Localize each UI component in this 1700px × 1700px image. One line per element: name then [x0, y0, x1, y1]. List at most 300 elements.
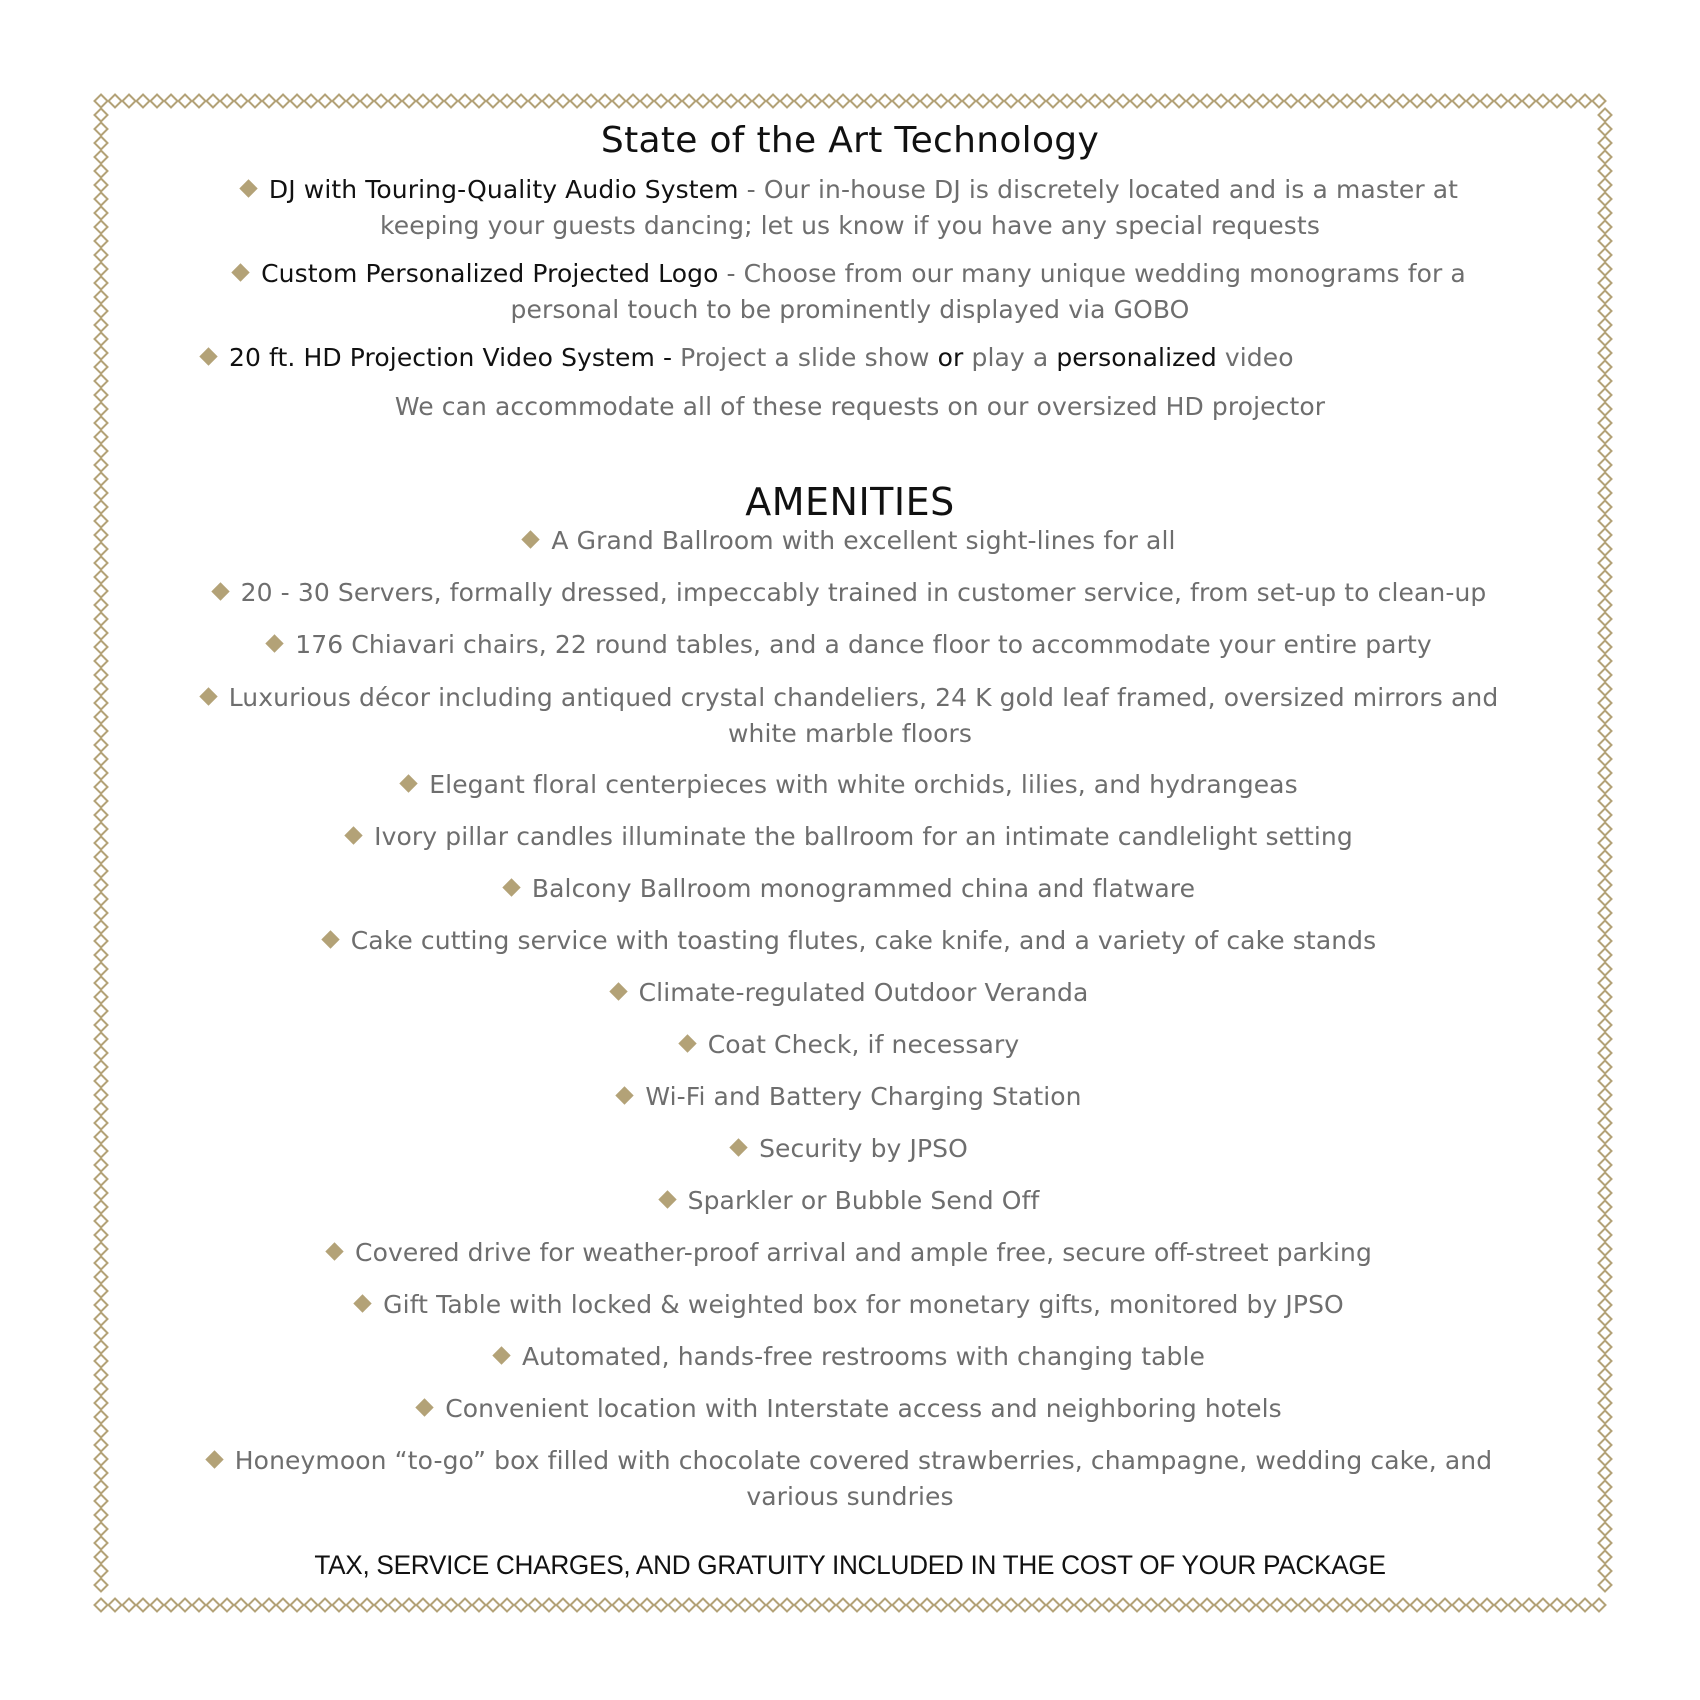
border-diamond — [417, 95, 430, 108]
border-diamond — [249, 95, 262, 108]
border-diamond — [1599, 375, 1612, 388]
amenity-text: Security by JPSO — [759, 1134, 968, 1163]
border-diamond — [95, 95, 108, 108]
border-diamond — [95, 669, 108, 682]
border-diamond — [1481, 1599, 1494, 1612]
border-diamond — [1453, 95, 1466, 108]
border-diamond — [95, 655, 108, 668]
border-diamond — [1599, 109, 1612, 122]
border-diamond — [95, 1271, 108, 1284]
amenity-text: Coat Check, if necessary — [707, 1030, 1020, 1059]
border-diamond — [921, 1599, 934, 1612]
border-diamond — [95, 1355, 108, 1368]
border-diamond — [1173, 1599, 1186, 1612]
border-diamond — [1215, 95, 1228, 108]
border-diamond — [1599, 809, 1612, 822]
border-diamond — [767, 95, 780, 108]
border-diamond — [1599, 473, 1612, 486]
border-diamond — [1599, 669, 1612, 682]
tech-item-dj-lead: DJ with Touring-Quality Audio System — [268, 175, 739, 204]
border-diamond — [1599, 515, 1612, 528]
border-diamond — [95, 949, 108, 962]
border-diamond — [641, 1599, 654, 1612]
border-diamond — [95, 109, 108, 122]
border-diamond — [95, 683, 108, 696]
border-diamond — [1599, 1131, 1612, 1144]
border-diamond — [1523, 1599, 1536, 1612]
border-diamond — [95, 235, 108, 248]
border-diamond — [1599, 1187, 1612, 1200]
border-diamond — [1117, 1599, 1130, 1612]
border-diamond — [389, 95, 402, 108]
border-diamond — [1599, 739, 1612, 752]
border-diamond — [1131, 1599, 1144, 1612]
border-diamond — [459, 95, 472, 108]
border-diamond — [403, 1599, 416, 1612]
border-diamond — [1599, 655, 1612, 668]
border-diamond — [95, 515, 108, 528]
amenity-item — [170, 680, 1530, 752]
border-diamond — [179, 1599, 192, 1612]
border-diamond — [95, 865, 108, 878]
border-diamond — [893, 1599, 906, 1612]
border-diamond — [725, 1599, 738, 1612]
border-diamond — [1599, 347, 1612, 360]
border-diamond — [515, 95, 528, 108]
diamond-icon — [321, 930, 339, 948]
border-diamond — [1453, 1599, 1466, 1612]
diamond-icon — [205, 1450, 223, 1468]
border-diamond — [95, 1047, 108, 1060]
border-diamond — [1599, 1299, 1612, 1312]
border-diamond — [1565, 1599, 1578, 1612]
border-diamond — [1299, 95, 1312, 108]
amenity-item — [170, 1131, 1530, 1167]
amenity-item — [170, 1079, 1530, 1115]
border-diamond — [921, 95, 934, 108]
border-diamond — [1509, 1599, 1522, 1612]
border-diamond — [95, 1537, 108, 1550]
border-diamond — [95, 893, 108, 906]
tech-item-logo-lead: Custom Personalized Projected Logo — [261, 259, 719, 288]
border-diamond — [1285, 95, 1298, 108]
border-diamond — [837, 95, 850, 108]
border-diamond — [879, 95, 892, 108]
border-diamond — [669, 95, 682, 108]
border-diamond — [1411, 95, 1424, 108]
border-diamond — [1599, 263, 1612, 276]
border-diamond — [95, 627, 108, 640]
border-diamond — [347, 1599, 360, 1612]
border-diamond — [1159, 95, 1172, 108]
border-diamond — [207, 95, 220, 108]
border-diamond — [1033, 1599, 1046, 1612]
border-diamond — [95, 1411, 108, 1424]
border-diamond — [613, 1599, 626, 1612]
border-diamond — [1599, 123, 1612, 136]
border-diamond — [1159, 1599, 1172, 1612]
border-diamond — [1019, 95, 1032, 108]
border-diamond — [1383, 95, 1396, 108]
border-diamond — [1355, 1599, 1368, 1612]
border-diamond — [95, 179, 108, 192]
border-diamond — [1599, 1215, 1612, 1228]
border-diamond — [1033, 95, 1046, 108]
border-diamond — [977, 95, 990, 108]
border-diamond — [95, 487, 108, 500]
border-diamond — [95, 1565, 108, 1578]
border-diamond — [1599, 1313, 1612, 1326]
border-diamond — [1599, 585, 1612, 598]
border-diamond — [823, 95, 836, 108]
border-diamond — [1599, 389, 1612, 402]
border-diamond — [1599, 1523, 1612, 1536]
border-diamond — [95, 725, 108, 738]
border-diamond — [95, 1495, 108, 1508]
border-diamond — [1599, 823, 1612, 836]
border-diamond — [95, 641, 108, 654]
border-diamond — [1229, 95, 1242, 108]
border-diamond — [1599, 543, 1612, 556]
amenity-item — [170, 1339, 1530, 1375]
border-diamond — [1599, 1579, 1612, 1592]
border-diamond — [1005, 1599, 1018, 1612]
border-diamond — [1599, 613, 1612, 626]
tech-item-dj-text: - Our in-house DJ is discretely located and is a master at — [738, 175, 1459, 204]
border-diamond — [1599, 1173, 1612, 1186]
border-diamond — [963, 1599, 976, 1612]
border-diamond — [487, 95, 500, 108]
border-diamond — [1103, 1599, 1116, 1612]
border-diamond — [1599, 529, 1612, 542]
amenity-item — [170, 1443, 1530, 1515]
border-diamond — [669, 1599, 682, 1612]
border-diamond — [1599, 963, 1612, 976]
border-diamond — [375, 1599, 388, 1612]
amenity-item — [170, 767, 1530, 803]
border-diamond — [95, 1103, 108, 1116]
border-diamond — [95, 207, 108, 220]
border-diamond — [95, 753, 108, 766]
border-diamond — [109, 1599, 122, 1612]
border-diamond — [515, 1599, 528, 1612]
border-diamond — [1599, 725, 1612, 738]
border-diamond — [1599, 1565, 1612, 1578]
tech-item-video-text-a: Project a slide show — [680, 343, 938, 372]
border-diamond — [1599, 1117, 1612, 1130]
border-diamond — [907, 1599, 920, 1612]
border-diamond — [767, 1599, 780, 1612]
border-diamond — [1467, 1599, 1480, 1612]
border-diamond — [319, 1599, 332, 1612]
amenity-text: Cake cutting service with toasting flutes, cake knife, and a variety of cake stands — [350, 926, 1377, 955]
border-diamond — [95, 1215, 108, 1228]
border-diamond — [95, 1599, 108, 1612]
border-diamond — [935, 1599, 948, 1612]
border-diamond — [1061, 1599, 1074, 1612]
border-diamond — [1599, 1509, 1612, 1522]
border-diamond — [95, 137, 108, 150]
border-diamond — [305, 95, 318, 108]
border-diamond — [1599, 627, 1612, 640]
border-diamond — [655, 95, 668, 108]
border-diamond — [95, 529, 108, 542]
border-diamond — [1599, 1159, 1612, 1172]
border-diamond — [1599, 459, 1612, 472]
border-diamond — [599, 95, 612, 108]
border-diamond — [1061, 95, 1074, 108]
border-diamond — [473, 1599, 486, 1612]
border-diamond — [1599, 753, 1612, 766]
border-diamond — [1599, 1145, 1612, 1158]
border-diamond — [1599, 319, 1612, 332]
border-diamond — [193, 95, 206, 108]
border-diamond — [95, 1425, 108, 1438]
border-diamond — [1599, 1089, 1612, 1102]
border-diamond — [1599, 977, 1612, 990]
border-diamond — [949, 1599, 962, 1612]
border-diamond — [375, 95, 388, 108]
border-diamond — [725, 95, 738, 108]
amenity-item — [170, 523, 1530, 559]
border-diamond — [95, 571, 108, 584]
border-diamond — [1327, 1599, 1340, 1612]
border-diamond — [95, 613, 108, 626]
border-diamond — [599, 1599, 612, 1612]
border-diamond — [95, 879, 108, 892]
amenity-item — [170, 819, 1530, 855]
diamond-icon — [353, 1294, 371, 1312]
amenity-text: Sparkler or Bubble Send Off — [687, 1186, 1040, 1215]
border-diamond — [95, 557, 108, 570]
border-diamond — [1201, 1599, 1214, 1612]
border-diamond — [1599, 795, 1612, 808]
border-diamond — [1599, 403, 1612, 416]
border-diamond — [585, 95, 598, 108]
border-diamond — [739, 95, 752, 108]
border-diamond — [1599, 991, 1612, 1004]
border-diamond — [1145, 95, 1158, 108]
border-diamond — [1075, 95, 1088, 108]
border-diamond — [837, 1599, 850, 1612]
border-diamond — [1599, 179, 1612, 192]
diamond-icon — [400, 774, 418, 792]
amenity-text: Automated, hands-free restrooms with changing table — [521, 1342, 1206, 1371]
border-diamond — [95, 403, 108, 416]
amenity-text: Climate-regulated Outdoor Veranda — [638, 978, 1089, 1007]
border-diamond — [1599, 781, 1612, 794]
border-diamond — [1599, 1271, 1612, 1284]
tech-item-logo — [170, 256, 1530, 328]
amenity-text: Ivory pillar candles illuminate the ballroom for an intimate candlelight setting — [374, 822, 1353, 851]
border-diamond — [1599, 683, 1612, 696]
tech-item-video-text-c: video — [1216, 343, 1294, 372]
border-diamond — [95, 1089, 108, 1102]
border-diamond — [557, 95, 570, 108]
border-diamond — [1187, 1599, 1200, 1612]
border-diamond — [571, 95, 584, 108]
border-diamond — [1599, 851, 1612, 864]
border-diamond — [95, 389, 108, 402]
border-diamond — [95, 417, 108, 430]
border-diamond — [473, 95, 486, 108]
border-diamond — [1599, 767, 1612, 780]
border-diamond — [95, 543, 108, 556]
border-diamond — [1593, 95, 1606, 108]
border-diamond — [949, 95, 962, 108]
border-diamond — [1599, 837, 1612, 850]
border-diamond — [991, 1599, 1004, 1612]
border-diamond — [487, 1599, 500, 1612]
border-diamond — [95, 1201, 108, 1214]
border-diamond — [1425, 95, 1438, 108]
border-diamond — [1243, 1599, 1256, 1612]
border-diamond — [221, 95, 234, 108]
border-diamond — [1089, 95, 1102, 108]
border-diamond — [95, 795, 108, 808]
diamond-icon — [211, 582, 229, 600]
border-diamond — [459, 1599, 472, 1612]
border-diamond — [1599, 879, 1612, 892]
border-diamond — [1599, 1285, 1612, 1298]
border-diamond — [361, 95, 374, 108]
border-diamond — [95, 837, 108, 850]
border-diamond — [1599, 1397, 1612, 1410]
amenity-text: 176 Chiavari chairs, 22 round tables, and a dance floor to accommodate your entire party — [295, 630, 1432, 659]
border-diamond — [1075, 1599, 1088, 1612]
border-diamond — [501, 95, 514, 108]
diamond-icon — [492, 1346, 510, 1364]
border-diamond — [963, 95, 976, 108]
tech-item-video-lead: 20 ft. HD Projection Video System — [229, 343, 655, 372]
border-diamond — [795, 95, 808, 108]
border-diamond — [95, 249, 108, 262]
border-diamond — [1599, 1495, 1612, 1508]
border-diamond — [95, 599, 108, 612]
border-diamond — [1537, 1599, 1550, 1612]
border-diamond — [1599, 1453, 1612, 1466]
border-diamond — [95, 1327, 108, 1340]
border-diamond — [1599, 697, 1612, 710]
border-diamond — [95, 1481, 108, 1494]
border-diamond — [123, 1599, 136, 1612]
tech-item-video-or: or — [937, 343, 964, 372]
border-diamond — [95, 711, 108, 724]
border-diamond — [95, 291, 108, 304]
border-diamond — [235, 95, 248, 108]
border-diamond — [1495, 1599, 1508, 1612]
border-diamond — [95, 935, 108, 948]
border-diamond — [809, 95, 822, 108]
border-diamond — [1495, 95, 1508, 108]
amenity-text: Gift Table with locked & weighted box for monetary gifts, monitored by JPSO — [383, 1290, 1344, 1319]
border-diamond — [1599, 361, 1612, 374]
border-diamond — [95, 1579, 108, 1592]
border-diamond — [1599, 1355, 1612, 1368]
amenity-text-cont: various sundries — [746, 1482, 954, 1511]
amenities-title: AMENITIES — [745, 480, 955, 524]
pricing-footer-note: TAX, SERVICE CHARGES, AND GRATUITY INCLUDED IN THE COST OF YOUR PACKAGE — [314, 1550, 1386, 1580]
border-diamond — [1313, 95, 1326, 108]
diamond-icon — [416, 1398, 434, 1416]
border-diamond — [557, 1599, 570, 1612]
border-diamond — [1599, 151, 1612, 164]
border-diamond — [431, 95, 444, 108]
border-diamond — [865, 95, 878, 108]
amenity-item — [170, 1235, 1530, 1271]
border-diamond — [1599, 1201, 1612, 1214]
border-diamond — [95, 1285, 108, 1298]
border-diamond — [1173, 95, 1186, 108]
border-diamond — [1005, 95, 1018, 108]
border-diamond — [1593, 1599, 1606, 1612]
border-diamond — [95, 1397, 108, 1410]
border-diamond — [277, 1599, 290, 1612]
amenity-item — [170, 1287, 1530, 1323]
border-diamond — [739, 1599, 752, 1612]
amenity-text: Covered drive for weather-proof arrival and ample free, secure off-street parking — [355, 1238, 1372, 1267]
border-diamond — [95, 809, 108, 822]
border-diamond — [1599, 711, 1612, 724]
border-diamond — [95, 445, 108, 458]
border-diamond — [711, 95, 724, 108]
border-diamond — [1341, 1599, 1354, 1612]
border-diamond — [1397, 95, 1410, 108]
diamond-icon — [616, 1086, 634, 1104]
amenity-text: Balcony Ballroom monogrammed china and flatware — [531, 874, 1196, 903]
border-diamond — [1599, 1075, 1612, 1088]
border-diamond — [1201, 95, 1214, 108]
amenity-item — [170, 1027, 1530, 1063]
border-diamond — [95, 1453, 108, 1466]
border-diamond — [753, 95, 766, 108]
border-diamond — [95, 1257, 108, 1270]
border-diamond — [543, 95, 556, 108]
border-diamond — [95, 1313, 108, 1326]
border-diamond — [1327, 95, 1340, 108]
border-diamond — [1599, 1061, 1612, 1074]
border-diamond — [1599, 949, 1612, 962]
border-diamond — [95, 1005, 108, 1018]
border-diamond — [1537, 95, 1550, 108]
border-diamond — [1341, 95, 1354, 108]
border-diamond — [1369, 95, 1382, 108]
amenity-text: 20 - 30 Servers, formally dressed, impeccably trained in customer service, from set-up to clean-up — [240, 578, 1487, 607]
border-diamond — [1599, 1257, 1612, 1270]
border-diamond — [95, 1019, 108, 1032]
border-diamond — [1599, 921, 1612, 934]
border-diamond — [1599, 1425, 1612, 1438]
border-diamond — [1599, 1005, 1612, 1018]
border-diamond — [795, 1599, 808, 1612]
diamond-icon — [729, 1138, 747, 1156]
tech-item-logo-text: - Choose from our many unique wedding monograms for a — [718, 259, 1466, 288]
amenity-item — [170, 923, 1530, 959]
border-diamond — [151, 1599, 164, 1612]
border-diamond — [95, 1369, 108, 1382]
border-diamond — [1439, 95, 1452, 108]
tech-item-video-dash: - — [654, 343, 681, 372]
border-diamond — [781, 1599, 794, 1612]
border-diamond — [249, 1599, 262, 1612]
border-diamond — [1047, 1599, 1060, 1612]
border-diamond — [1599, 1019, 1612, 1032]
border-diamond — [627, 95, 640, 108]
border-diamond — [95, 1341, 108, 1354]
border-diamond — [571, 1599, 584, 1612]
diamond-icon — [239, 179, 257, 197]
border-diamond — [585, 1599, 598, 1612]
